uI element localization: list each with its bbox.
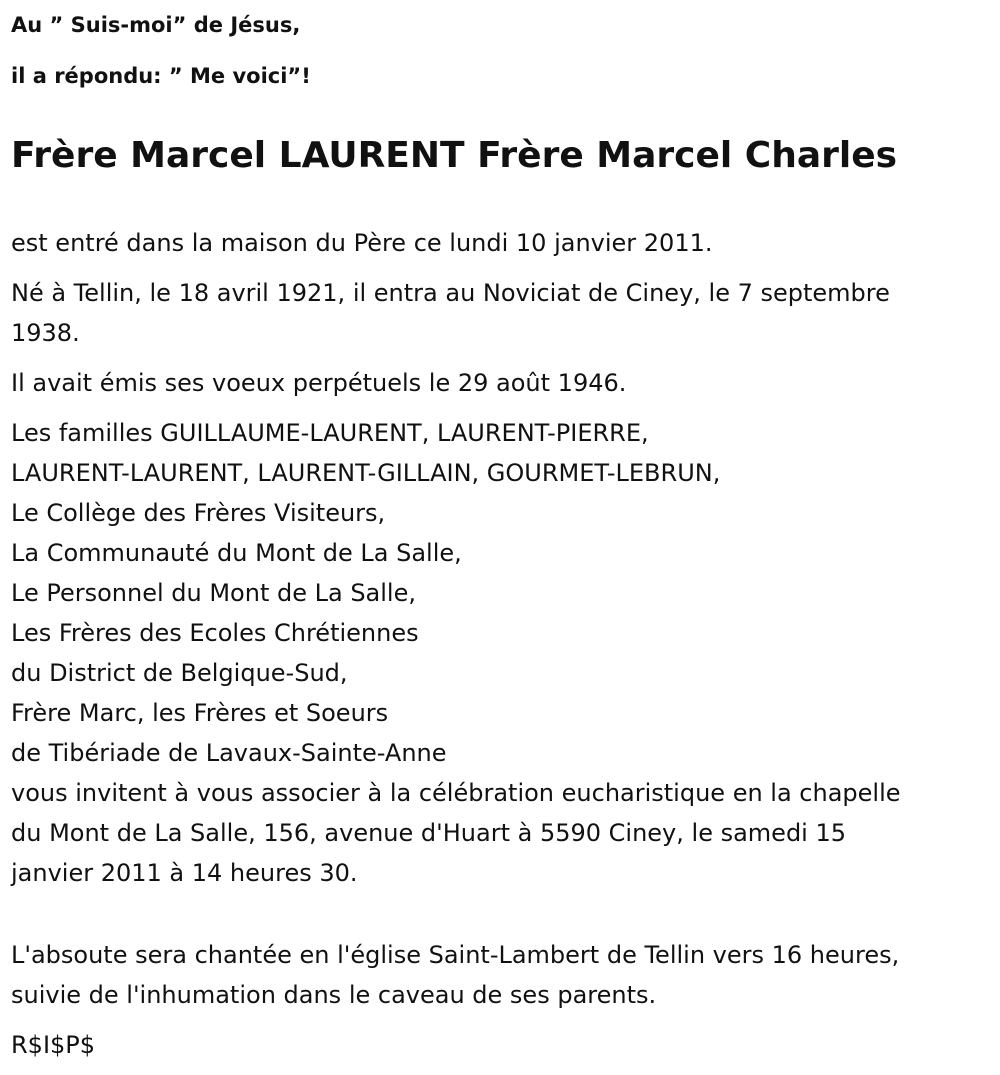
family-line: Le Collège des Frères Visiteurs, — [11, 499, 386, 527]
vows-line: Il avait émis ses voeux perpétuels le 29 août 1946. — [11, 369, 627, 397]
epigraph-line-1: Au ” Suis-moi” de Jésus, — [11, 13, 301, 37]
invitation-line: vous invitent à vous associer à la célébration eucharistique en la chapelle — [11, 779, 901, 807]
families-invitation — [11, 413, 996, 893]
family-line: Les Frères des Ecoles Chrétiennes — [11, 619, 419, 647]
closing-rip — [11, 1025, 996, 1065]
rip-text: R$I$P$ — [11, 1031, 96, 1059]
family-line: du District de Belgique-Sud, — [11, 659, 348, 687]
death-line: est entré dans la maison du Père ce lundi 10 janvier 2011. — [11, 229, 713, 257]
invitation-line: du Mont de La Salle, 156, avenue d'Huart à 5590 Ciney, le samedi 15 — [11, 819, 847, 847]
epigraph-line-2: il a répondu: ” Me voici”! — [11, 64, 311, 88]
absoute-line-2: suivie de l'inhumation dans le caveau de ses parents. — [11, 981, 657, 1009]
birth-line-1: Né à Tellin, le 18 avril 1921, il entra au Noviciat de Ciney, le 7 septembre — [11, 279, 890, 307]
spacer — [11, 903, 996, 935]
family-line: LAURENT-LAURENT, LAURENT-GILLAIN, GOURMET-LEBRUN, — [11, 459, 721, 487]
birth-paragraph — [11, 273, 996, 353]
absoute-line-1: L'absoute sera chantée en l'église Saint-Lambert de Tellin vers 16 heures, — [11, 941, 900, 969]
invitation-line: janvier 2011 à 14 heures 30. — [11, 859, 358, 887]
death-announcement — [11, 223, 996, 263]
notice-body — [11, 223, 996, 1075]
family-line: Frère Marc, les Frères et Soeurs — [11, 699, 389, 727]
birth-line-2: 1938. — [11, 319, 80, 347]
vows-paragraph — [11, 363, 996, 403]
family-line: Les familles GUILLAUME-LAURENT, LAURENT-PIERRE, — [11, 419, 649, 447]
family-line: de Tibériade de Lavaux-Sainte-Anne — [11, 739, 447, 767]
family-line: Le Personnel du Mont de La Salle, — [11, 579, 416, 607]
family-line: La Communauté du Mont de La Salle, — [11, 539, 462, 567]
absoute-paragraph — [11, 935, 996, 1015]
deceased-name: Frère Marcel LAURENT Frère Marcel Charles — [11, 135, 898, 176]
